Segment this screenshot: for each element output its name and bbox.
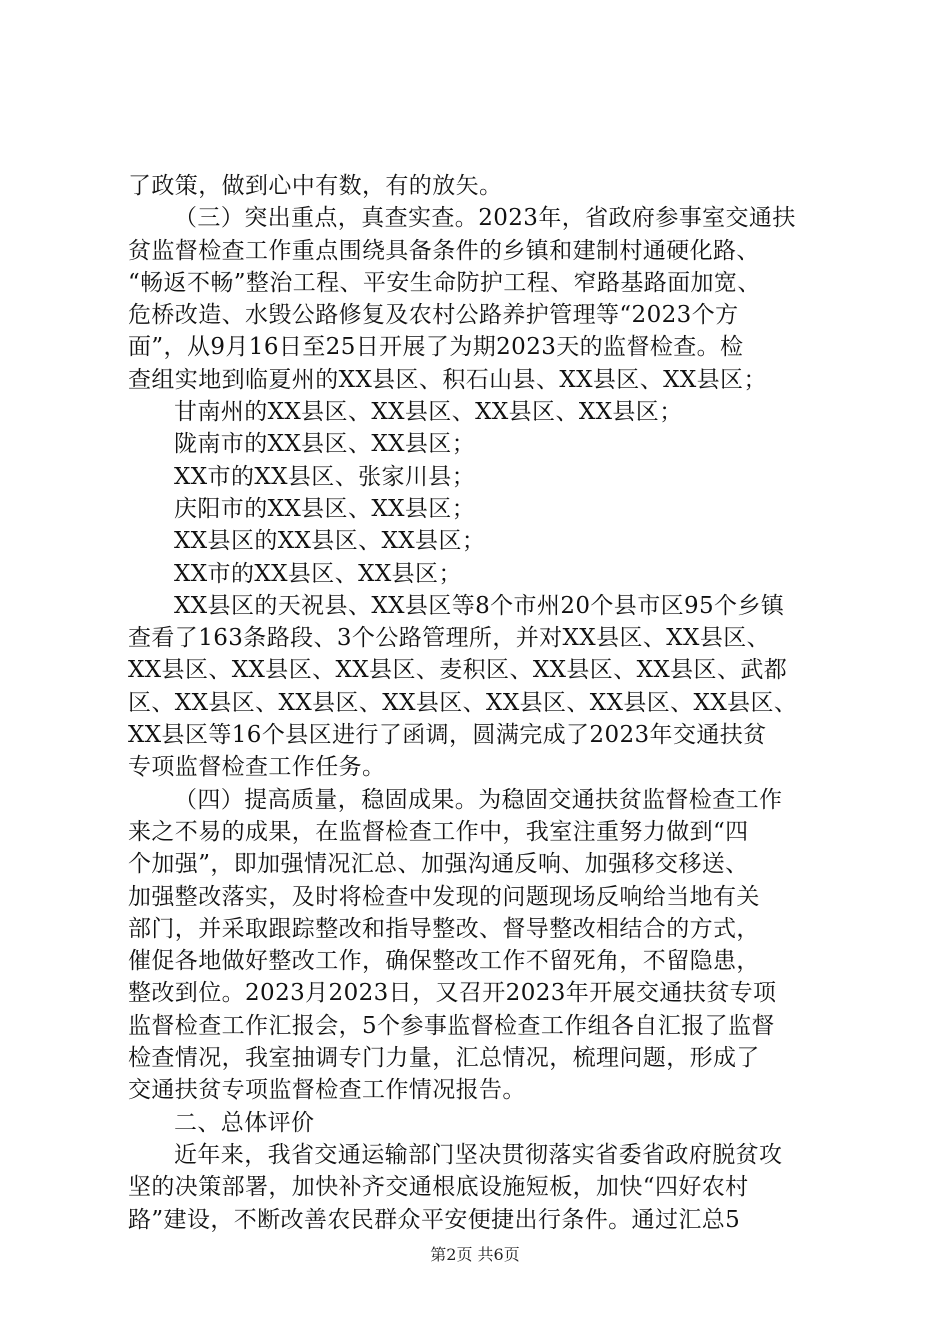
text-line: 近年来，我省交通运输部门坚决贯彻落实省委省政府脱贫攻 (174, 1141, 783, 1168)
list-item: XX市的XX县区、张家川县； (174, 463, 476, 490)
text-line: 查看了163条路段、3个公路管理所，并对XX县区、XX县区、 (128, 625, 771, 652)
text-line: 贫监督检查工作重点围绕具备条件的乡镇和建制村通硬化路、 (128, 237, 760, 264)
text-line: 坚的决策部署，加快补齐交通根底设施短板，加快“四好农村 (128, 1174, 749, 1201)
text-line: 监督检查工作汇报会，5个参事监督检查工作组各自汇报了监督 (128, 1012, 775, 1039)
section-heading: 二、总体评价 (174, 1109, 315, 1136)
text-line: 个加强”，即加强情况汇总、加强沟通反响、加强移交移送、 (128, 851, 749, 878)
text-line: 部门，并采取跟踪整改和指导整改、督导整改相结合的方式， (128, 915, 760, 942)
list-item: 庆阳市的XX县区、XX县区； (174, 495, 476, 522)
text-line: 了政策，做到心中有数，有的放矢。 (128, 173, 503, 199)
document-body (128, 170, 833, 1236)
text-line: XX县区等16个县区进行了函调，圆满完成了2023年交通扶贫 (128, 722, 767, 749)
text-line: 整改到位。2023月2023日，又召开2023年开展交通扶贫专项 (128, 980, 777, 1007)
text-line: 检查情况，我室抽调专门力量，汇总情况，梳理问题，形成了 (128, 1045, 760, 1072)
text-line: “畅返不畅”整治工程、平安生命防护工程、窄路基路面加宽、 (128, 269, 761, 296)
text-line: XX县区、XX县区、XX县区、麦积区、XX县区、XX县区、武都 (128, 657, 788, 684)
text-line: 查组实地到临夏州的XX县区、积石山县、XX县区、XX县区； (128, 366, 767, 393)
text-line: 专项监督检查工作任务。 (128, 754, 386, 781)
list-item: 陇南市的XX县区、XX县区； (174, 431, 476, 458)
text-line: 路”建设，不断改善农民群众平安便捷出行条件。通过汇总5 (128, 1206, 741, 1233)
page-number-footer: 第2页 共6页 (430, 1245, 520, 1264)
text-line: 交通扶贫专项监督检查工作情况报告。 (128, 1077, 526, 1104)
paragraph-heading-four: （四）提高质量，稳固成果。为稳固交通扶贫监督检查工作 (174, 786, 783, 813)
text-line: 催促各地做好整改工作，确保整改工作不留死角，不留隐患， (128, 948, 760, 975)
text-line: XX县区的天祝县、XX县区等8个市州20个县市区95个乡镇 (174, 592, 785, 619)
text-line: 来之不易的成果，在监督检查工作中，我室注重努力做到“四 (128, 818, 749, 845)
text-line: 危桥改造、水毁公路修复及农村公路养护管理等“2023个方 (128, 302, 739, 329)
list-item: 甘南州的XX县区、XX县区、XX县区、XX县区； (174, 399, 683, 426)
text-line: 面”，从9月16日至25日开展了为期2023天的监督检查。检 (128, 334, 744, 361)
text-line: 区、XX县区、XX县区、XX县区、XX县区、XX县区、XX县区、 (128, 689, 798, 716)
paragraph-heading-three: （三）突出重点，真查实查。2023年，省政府参事室交通扶 (174, 205, 796, 232)
list-item: XX市的XX县区、XX县区； (174, 560, 462, 587)
list-item: XX县区的XX县区、XX县区； (174, 528, 486, 555)
text-line: 加强整改落实，及时将检查中发现的问题现场反响给当地有关 (128, 883, 760, 910)
